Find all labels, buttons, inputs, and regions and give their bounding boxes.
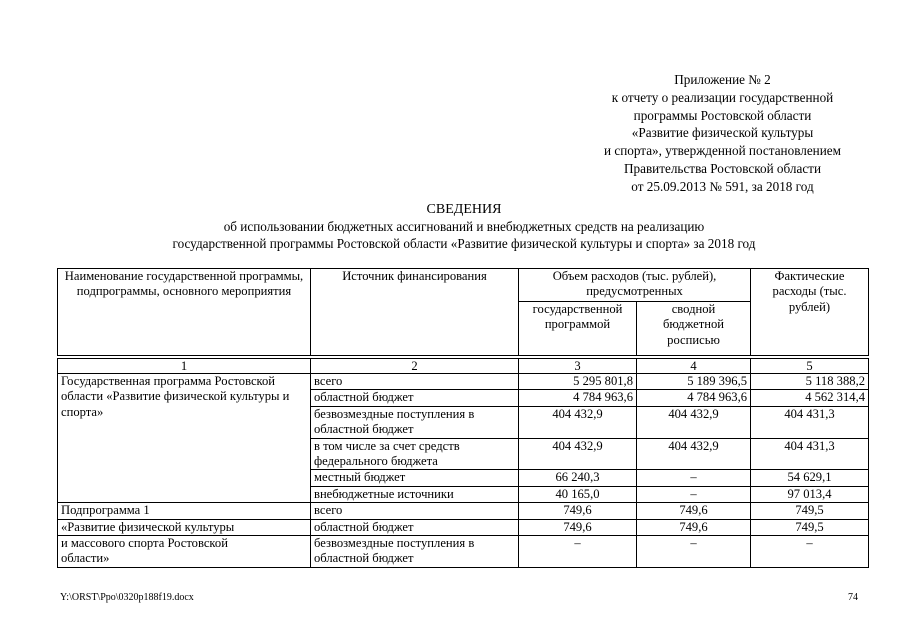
column-number: 5 [751,359,869,374]
value-cell: 404 432,9 [519,438,637,470]
appendix-line: Правительства Ростовской области [623,160,822,176]
column-number: 3 [519,359,637,374]
subprogram-name: «Развитие физической культуры [58,519,311,535]
column-number-row [58,359,869,374]
subprogram-name-line: области» [61,551,110,566]
column-number: 1 [58,359,311,374]
source-cell: всего [311,374,519,390]
table-row [58,519,869,535]
header-state-program: государственной программой [519,302,637,356]
value-cell: 66 240,3 [519,470,637,486]
footer-page-number: 74 [848,592,858,603]
source-cell: областной бюджет [311,390,519,406]
subprogram-name-line: и массового спорта Ростовской [61,536,228,551]
appendix-line: программы Ростовской области [633,107,812,123]
document-title: СВЕДЕНИЯ [426,202,502,217]
header-budget-schedule: сводной бюджетной росписью [637,302,751,356]
source-cell: безвозмездные поступления в областной бюджет [311,536,519,568]
source-cell: всего [311,503,519,519]
document-subtitle-line: государственной программы Ростовской области «Развитие физической культуры и спорта» за 2018 год [172,236,756,251]
appendix-line: и спорта», утвержденной постановлением [604,143,841,159]
appendix-line: Приложение № 2 [674,72,771,87]
value-cell: 5 189 396,5 [637,374,751,390]
appendix-note [560,71,885,196]
value-cell: 749,6 [519,519,637,535]
value-cell: 749,6 [519,503,637,519]
value-cell: 404 431,3 [751,438,869,470]
table-row [58,374,869,390]
value-cell: 749,6 [637,503,751,519]
value-cell: – [519,536,637,568]
header-actual-expenses: Фактические расходы (тыс. рублей) [751,269,869,356]
source-cell: областной бюджет [311,519,519,535]
value-cell: – [637,486,751,502]
value-cell: 749,5 [751,503,869,519]
value-cell: – [751,536,869,568]
table-row [58,536,869,568]
value-cell: 97 013,4 [751,486,869,502]
value-cell: 5 118 388,2 [751,374,869,390]
subprogram-name [58,536,311,568]
source-cell: внебюджетные источники [311,486,519,502]
subprogram-name: Подпрограмма 1 [58,503,311,519]
value-cell: 4 784 963,6 [519,390,637,406]
value-cell: 749,6 [637,519,751,535]
value-cell: – [637,470,751,486]
budget-table [57,268,869,568]
source-cell: местный бюджет [311,470,519,486]
value-cell: 40 165,0 [519,486,637,502]
value-cell: 4 784 963,6 [637,390,751,406]
column-number: 4 [637,359,751,374]
header-source-column: Источник финансирования [311,269,519,356]
value-cell: 404 432,9 [637,438,751,470]
value-cell: 4 562 314,4 [751,390,869,406]
value-cell: – [637,536,751,568]
header-name-column: Наименование государственной программы, подпрограммы, основного мероприятия [58,269,311,356]
document-subtitle-line: об использовании бюджетных ассигнований и внебюджетных средств на реализацию [223,219,705,234]
appendix-line: к отчету о реализации государственной [611,89,834,105]
source-cell: безвозмездные поступления в областной бюджет [311,406,519,438]
document-heading [60,201,868,252]
program-name: Государственная программа Ростовской области «Развитие физической культуры и спорта» [58,374,311,503]
value-cell: 404 432,9 [637,406,751,438]
column-number: 2 [311,359,519,374]
value-cell: 404 432,9 [519,406,637,438]
appendix-line: от 25.09.2013 № 591, за 2018 год [631,178,814,194]
value-cell: 54 629,1 [751,470,869,486]
value-cell: 404 431,3 [751,406,869,438]
value-cell: 749,5 [751,519,869,535]
appendix-line: «Развитие физической культуры [631,125,814,141]
footer-file-path: Y:\ORST\Ppo\0320p188f19.docx [60,592,194,603]
header-planned-expenses: Объем расходов (тыс. рублей), предусмотренных [519,269,751,302]
table-row [58,503,869,519]
value-cell: 5 295 801,8 [519,374,637,390]
source-cell: в том числе за счет средств федерального бюджета [311,438,519,470]
table-header-row [58,269,869,302]
